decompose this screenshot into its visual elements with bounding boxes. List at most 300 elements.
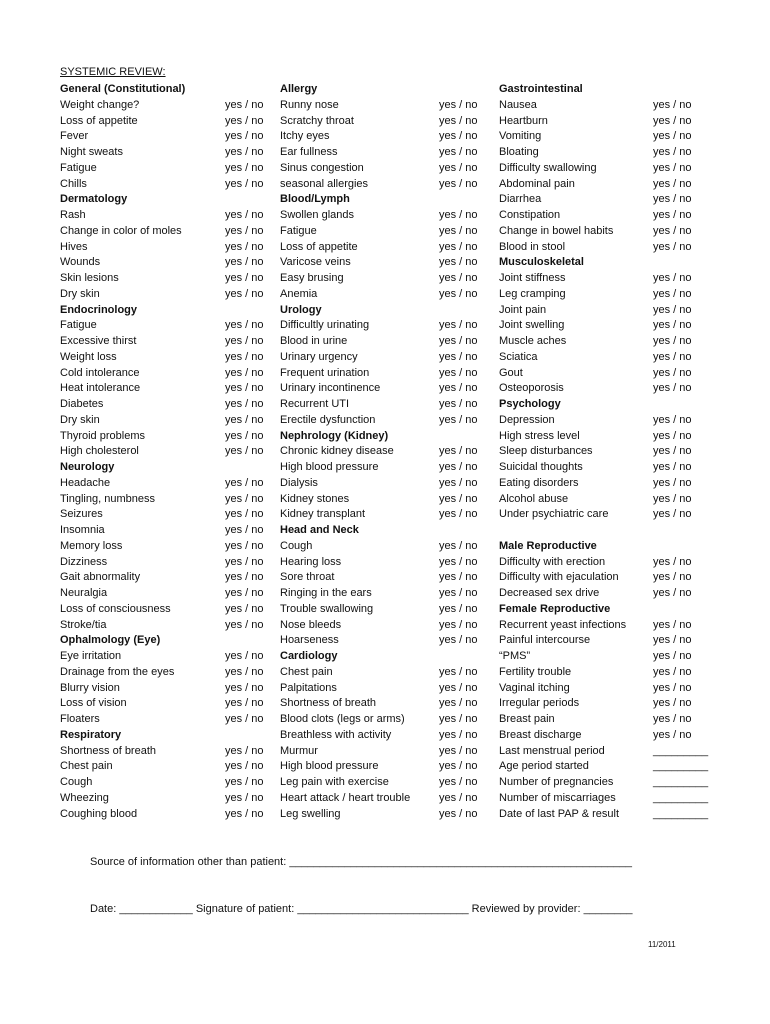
yes-no-answer[interactable]: yes / no bbox=[439, 161, 478, 174]
symptom-label: Ear fullness bbox=[280, 146, 338, 158]
yes-no-answer[interactable]: yes / no bbox=[225, 665, 264, 678]
yes-no-answer[interactable]: yes / no bbox=[653, 571, 692, 584]
yes-no-answer[interactable]: yes / no bbox=[653, 445, 692, 458]
symptom-row bbox=[60, 696, 264, 712]
symptom-label: Recurrent yeast infections bbox=[499, 618, 627, 631]
symptom-row bbox=[499, 618, 692, 634]
source-of-information-line[interactable]: Source of information other than patient: ________________________________________________________ bbox=[90, 856, 632, 868]
answer-blank[interactable]: _________ bbox=[653, 760, 709, 773]
symptom-label: Scratchy throat bbox=[280, 114, 354, 127]
symptom-row bbox=[60, 366, 264, 382]
symptom-label: Sleep disturbances bbox=[499, 445, 593, 458]
review-column-2 bbox=[280, 82, 478, 822]
symptom-row bbox=[280, 161, 478, 177]
symptom-row bbox=[499, 444, 692, 460]
yes-no-answer[interactable]: yes / no bbox=[439, 319, 478, 332]
symptom-row bbox=[280, 492, 478, 508]
symptom-row bbox=[60, 98, 264, 114]
symptom-row bbox=[60, 208, 264, 224]
symptom-row bbox=[499, 129, 692, 145]
symptom-row bbox=[60, 759, 264, 775]
symptom-row bbox=[499, 161, 692, 177]
symptom-label: High cholesterol bbox=[60, 445, 139, 458]
symptom-row bbox=[280, 177, 478, 193]
symptom-row bbox=[499, 208, 692, 224]
symptom-label: Wounds bbox=[60, 256, 101, 269]
symptom-label: Leg pain with exercise bbox=[280, 776, 389, 788]
section-heading: Female Reproductive bbox=[499, 602, 611, 615]
symptom-row bbox=[499, 476, 692, 492]
yes-no-answer[interactable]: yes / no bbox=[439, 114, 478, 127]
answer-blank[interactable]: _________ bbox=[653, 807, 709, 820]
yes-no-answer[interactable]: yes / no bbox=[439, 539, 478, 552]
yes-no-answer[interactable]: yes / no bbox=[225, 256, 264, 269]
yes-no-answer[interactable]: yes / no bbox=[225, 366, 264, 379]
yes-no-answer[interactable]: yes / no bbox=[439, 177, 478, 190]
section-heading: Endocrinology bbox=[60, 303, 137, 316]
symptom-row bbox=[280, 287, 478, 303]
symptom-label: Decreased sex drive bbox=[499, 587, 600, 599]
symptom-row bbox=[60, 586, 264, 602]
symptom-label: High stress level bbox=[499, 429, 580, 442]
section-heading: Cardiology bbox=[280, 650, 338, 662]
section-heading: Respiratory bbox=[60, 728, 122, 741]
yes-no-answer[interactable]: yes / no bbox=[439, 382, 478, 395]
symptom-label: Date of last PAP & result bbox=[499, 807, 620, 820]
yes-no-answer[interactable]: yes / no bbox=[225, 130, 264, 143]
yes-no-answer[interactable]: yes / no bbox=[439, 130, 478, 143]
yes-no-answer[interactable]: yes / no bbox=[653, 650, 692, 662]
yes-no-answer[interactable]: yes / no bbox=[439, 413, 478, 426]
yes-no-answer[interactable]: yes / no bbox=[439, 744, 478, 757]
symptom-row bbox=[499, 366, 692, 382]
symptom-label: Abdominal pain bbox=[499, 177, 575, 190]
yes-no-answer[interactable]: yes / no bbox=[439, 618, 478, 631]
symptom-row bbox=[499, 318, 692, 334]
symptom-label: Hives bbox=[60, 240, 88, 253]
symptom-label: Diabetes bbox=[60, 398, 104, 410]
symptom-row bbox=[499, 728, 692, 744]
yes-no-answer[interactable]: yes / no bbox=[225, 161, 264, 174]
yes-no-answer[interactable]: yes / no bbox=[653, 681, 692, 694]
symptom-row bbox=[499, 145, 692, 161]
symptom-row bbox=[60, 287, 264, 303]
yes-no-answer[interactable]: yes / no bbox=[439, 209, 478, 221]
symptom-row bbox=[499, 98, 692, 114]
section-heading: Urology bbox=[280, 303, 322, 316]
symptom-label: Neuralgia bbox=[60, 587, 108, 599]
yes-no-answer[interactable]: yes / no bbox=[439, 492, 478, 505]
yes-no-answer[interactable]: yes / no bbox=[225, 539, 264, 552]
yes-no-answer[interactable]: yes / no bbox=[653, 713, 692, 725]
yes-no-answer[interactable]: yes / no bbox=[225, 791, 264, 804]
symptom-label: Hoarseness bbox=[280, 634, 339, 647]
symptom-row bbox=[499, 681, 692, 697]
symptom-label: Heat intolerance bbox=[60, 382, 141, 395]
symptom-row bbox=[280, 129, 478, 145]
yes-no-answer[interactable]: yes / no bbox=[653, 697, 692, 710]
symptom-row bbox=[499, 381, 692, 397]
yes-no-answer[interactable]: yes / no bbox=[653, 429, 692, 442]
yes-no-answer[interactable]: yes / no bbox=[653, 492, 692, 505]
symptom-row bbox=[280, 712, 478, 728]
yes-no-answer[interactable]: yes / no bbox=[653, 555, 692, 568]
answer-blank[interactable]: _________ bbox=[653, 791, 709, 804]
yes-no-answer[interactable]: yes / no bbox=[439, 587, 478, 599]
symptom-row bbox=[60, 177, 264, 193]
yes-no-answer[interactable]: yes / no bbox=[225, 760, 264, 773]
section-heading: Ophalmology (Eye) bbox=[60, 634, 161, 647]
symptom-row bbox=[60, 791, 264, 807]
yes-no-answer[interactable]: yes / no bbox=[225, 555, 264, 568]
yes-no-answer[interactable]: yes / no bbox=[225, 272, 264, 284]
yes-no-answer[interactable]: yes / no bbox=[653, 382, 692, 395]
yes-no-answer[interactable]: yes / no bbox=[439, 728, 478, 741]
yes-no-answer[interactable]: yes / no bbox=[439, 98, 478, 111]
answer-blank[interactable]: _________ bbox=[653, 776, 709, 788]
yes-no-answer[interactable]: yes / no bbox=[653, 728, 692, 741]
yes-no-answer[interactable]: yes / no bbox=[653, 665, 692, 678]
section-heading: General (Constitutional) bbox=[60, 83, 186, 95]
symptom-row bbox=[60, 523, 264, 539]
spacer-row bbox=[499, 523, 626, 539]
symptom-label: Chills bbox=[60, 177, 87, 190]
symptom-row bbox=[499, 287, 692, 303]
yes-no-answer[interactable]: yes / no bbox=[439, 224, 478, 237]
yes-no-answer[interactable]: yes / no bbox=[225, 524, 264, 536]
yes-no-answer[interactable]: yes / no bbox=[439, 508, 478, 521]
yes-no-answer[interactable]: yes / no bbox=[225, 335, 264, 347]
yes-no-answer[interactable]: yes / no bbox=[225, 98, 264, 111]
yes-no-answer[interactable]: yes / no bbox=[653, 350, 692, 363]
yes-no-answer[interactable]: yes / no bbox=[653, 114, 692, 127]
symptom-row bbox=[499, 775, 709, 791]
yes-no-answer[interactable]: yes / no bbox=[439, 602, 478, 615]
review-column-3 bbox=[499, 82, 709, 822]
symptom-label: Painful intercourse bbox=[499, 634, 591, 647]
symptom-label: Constipation bbox=[499, 209, 561, 221]
symptom-row bbox=[60, 555, 264, 571]
symptom-row bbox=[280, 381, 478, 397]
symptom-label: Joint pain bbox=[499, 303, 547, 316]
symptom-label: Memory loss bbox=[60, 539, 123, 552]
yes-no-answer[interactable]: yes / no bbox=[653, 272, 692, 284]
symptom-label: Eye irritation bbox=[60, 650, 122, 662]
symptom-label: Weight loss bbox=[60, 350, 117, 363]
symptom-row bbox=[280, 665, 478, 681]
yes-no-answer[interactable]: yes / no bbox=[439, 555, 478, 568]
section-heading: Male Reproductive bbox=[499, 539, 597, 552]
symptom-row bbox=[499, 649, 692, 665]
symptom-row bbox=[280, 744, 478, 760]
symptom-row bbox=[280, 224, 478, 240]
symptom-row bbox=[60, 665, 264, 681]
symptom-row bbox=[60, 397, 264, 413]
symptom-label: Bloating bbox=[499, 146, 539, 158]
yes-no-answer[interactable]: yes / no bbox=[439, 697, 478, 710]
symptom-label: Murmur bbox=[280, 744, 318, 757]
symptom-row bbox=[60, 161, 264, 177]
symptom-label: “PMS” bbox=[499, 650, 531, 662]
symptom-label: Night sweats bbox=[60, 146, 123, 158]
symptom-row bbox=[280, 539, 478, 555]
symptom-label: Chest pain bbox=[60, 760, 113, 773]
symptom-label: Difficulty with erection bbox=[499, 555, 606, 568]
yes-no-answer[interactable]: yes / no bbox=[653, 508, 692, 521]
symptom-label: Vaginal itching bbox=[499, 681, 570, 694]
symptom-row bbox=[280, 397, 478, 413]
symptom-row bbox=[60, 570, 264, 586]
symptom-label: Palpitations bbox=[280, 681, 337, 694]
symptom-label: Coughing blood bbox=[60, 807, 138, 820]
yes-no-answer[interactable]: yes / no bbox=[653, 98, 692, 111]
symptom-label: Suicidal thoughts bbox=[499, 461, 583, 473]
yes-no-answer[interactable]: yes / no bbox=[225, 319, 264, 332]
symptom-row bbox=[499, 303, 692, 319]
symptom-label: Kidney stones bbox=[280, 492, 350, 505]
symptom-row bbox=[60, 807, 264, 823]
symptom-label: Loss of vision bbox=[60, 697, 127, 710]
yes-no-answer[interactable]: yes / no bbox=[439, 665, 478, 678]
yes-no-answer[interactable]: yes / no bbox=[225, 602, 264, 615]
yes-no-answer[interactable]: yes / no bbox=[225, 114, 264, 127]
yes-no-answer[interactable]: yes / no bbox=[439, 146, 478, 158]
yes-no-answer[interactable]: yes / no bbox=[439, 776, 478, 788]
symptom-label: Floaters bbox=[60, 713, 100, 725]
symptom-label: Change in color of moles bbox=[60, 224, 182, 237]
symptom-row bbox=[280, 366, 478, 382]
symptom-row bbox=[60, 429, 264, 445]
yes-no-answer[interactable]: yes / no bbox=[653, 161, 692, 174]
yes-no-answer[interactable]: yes / no bbox=[439, 807, 478, 820]
yes-no-answer[interactable]: yes / no bbox=[439, 366, 478, 379]
yes-no-answer[interactable]: yes / no bbox=[653, 413, 692, 426]
symptom-label: Seizures bbox=[60, 508, 103, 521]
yes-no-answer[interactable]: yes / no bbox=[225, 681, 264, 694]
symptom-label: Blood in urine bbox=[280, 335, 348, 347]
yes-no-answer[interactable]: yes / no bbox=[225, 807, 264, 820]
yes-no-answer[interactable]: yes / no bbox=[653, 618, 692, 631]
symptom-label: Kidney transplant bbox=[280, 508, 365, 521]
symptom-row bbox=[60, 618, 264, 634]
symptom-row bbox=[499, 413, 692, 429]
symptom-label: Drainage from the eyes bbox=[60, 665, 175, 678]
symptom-row bbox=[280, 460, 478, 476]
symptom-row bbox=[280, 633, 478, 649]
yes-no-answer[interactable]: yes / no bbox=[225, 445, 264, 458]
yes-no-answer[interactable]: yes / no bbox=[439, 461, 478, 473]
yes-no-answer[interactable]: yes / no bbox=[225, 287, 264, 300]
section-heading: Nephrology (Kidney) bbox=[280, 429, 389, 442]
yes-no-answer[interactable]: yes / no bbox=[225, 382, 264, 395]
yes-no-answer[interactable]: yes / no bbox=[653, 130, 692, 143]
symptom-row bbox=[499, 334, 692, 350]
symptom-row bbox=[60, 350, 264, 366]
yes-no-answer[interactable]: yes / no bbox=[653, 461, 692, 473]
symptom-label: Trouble swallowing bbox=[280, 602, 374, 615]
symptom-row bbox=[499, 633, 692, 649]
yes-no-answer[interactable]: yes / no bbox=[225, 177, 264, 190]
yes-no-answer[interactable]: yes / no bbox=[225, 209, 264, 221]
symptom-row bbox=[280, 507, 478, 523]
symptom-row bbox=[280, 586, 478, 602]
yes-no-answer[interactable]: yes / no bbox=[225, 240, 264, 253]
section-heading: Allergy bbox=[280, 83, 318, 95]
symptom-label: Fatigue bbox=[60, 319, 97, 332]
symptom-row bbox=[60, 129, 264, 145]
symptom-row bbox=[280, 334, 478, 350]
date-signature-line[interactable]: Date: ____________ Signature of patient: ____________________________ Reviewed by provider: ________ bbox=[90, 903, 633, 915]
yes-no-answer[interactable]: yes / no bbox=[439, 571, 478, 584]
symptom-row bbox=[499, 224, 692, 240]
symptom-row bbox=[60, 744, 264, 760]
symptom-label: Rash bbox=[60, 209, 86, 221]
symptom-label: Change in bowel habits bbox=[499, 224, 614, 237]
symptom-row bbox=[280, 413, 478, 429]
yes-no-answer[interactable]: yes / no bbox=[653, 587, 692, 599]
symptom-label: Last menstrual period bbox=[499, 744, 605, 757]
yes-no-answer[interactable]: yes / no bbox=[225, 697, 264, 710]
symptom-label: Age period started bbox=[499, 760, 589, 773]
yes-no-answer[interactable]: yes / no bbox=[225, 398, 264, 410]
yes-no-answer[interactable]: yes / no bbox=[439, 398, 478, 410]
symptom-label: Weight change? bbox=[60, 98, 140, 111]
symptom-label: Gout bbox=[499, 366, 523, 379]
yes-no-answer[interactable]: yes / no bbox=[225, 776, 264, 788]
yes-no-answer[interactable]: yes / no bbox=[225, 350, 264, 363]
symptom-label: Skin lesions bbox=[60, 272, 119, 284]
symptom-row bbox=[499, 192, 692, 208]
symptom-label: Swollen glands bbox=[280, 209, 354, 221]
symptom-label: Recurrent UTI bbox=[280, 398, 350, 410]
yes-no-answer[interactable]: yes / no bbox=[439, 634, 478, 647]
yes-no-answer[interactable]: yes / no bbox=[225, 713, 264, 725]
yes-no-answer[interactable]: yes / no bbox=[225, 413, 264, 426]
revision-date: 11/2011 bbox=[648, 940, 676, 949]
yes-no-answer[interactable]: yes / no bbox=[225, 492, 264, 505]
symptom-row bbox=[60, 255, 264, 271]
yes-no-answer[interactable]: yes / no bbox=[225, 571, 264, 584]
symptom-label: Breathless with activity bbox=[280, 728, 392, 741]
yes-no-answer[interactable]: yes / no bbox=[439, 335, 478, 347]
symptom-label: Ringing in the ears bbox=[280, 587, 372, 599]
yes-no-answer[interactable]: yes / no bbox=[225, 224, 264, 237]
yes-no-answer[interactable]: yes / no bbox=[653, 335, 692, 347]
symptom-row bbox=[60, 681, 264, 697]
symptom-label: Chest pain bbox=[280, 665, 333, 678]
symptom-label: Blurry vision bbox=[60, 681, 120, 694]
symptom-label: Fever bbox=[60, 130, 89, 143]
yes-no-answer[interactable]: yes / no bbox=[653, 146, 692, 158]
symptom-label: Alcohol abuse bbox=[499, 492, 569, 505]
yes-no-answer[interactable]: yes / no bbox=[225, 744, 264, 757]
symptom-label: Dizziness bbox=[60, 555, 108, 568]
symptom-label: Anemia bbox=[280, 287, 318, 300]
yes-no-answer[interactable]: yes / no bbox=[653, 287, 692, 300]
symptom-label: Chronic kidney disease bbox=[280, 445, 394, 458]
symptom-label: Headache bbox=[60, 476, 111, 489]
symptom-label: Fatigue bbox=[280, 224, 317, 237]
symptom-label: Eating disorders bbox=[499, 476, 579, 489]
yes-no-answer[interactable]: yes / no bbox=[653, 240, 692, 253]
symptom-row bbox=[60, 114, 264, 130]
symptom-row bbox=[280, 208, 478, 224]
symptom-label: Diarrhea bbox=[499, 193, 542, 206]
yes-no-answer[interactable]: yes / no bbox=[439, 760, 478, 773]
yes-no-answer[interactable]: yes / no bbox=[439, 476, 478, 489]
symptom-row bbox=[60, 649, 264, 665]
yes-no-answer[interactable]: yes / no bbox=[225, 508, 264, 521]
symptom-row bbox=[499, 807, 709, 823]
symptom-label: Urinary incontinence bbox=[280, 382, 381, 395]
yes-no-answer[interactable]: yes / no bbox=[439, 791, 478, 804]
yes-no-answer[interactable]: yes / no bbox=[225, 618, 264, 631]
symptom-row bbox=[60, 271, 264, 287]
symptom-label: Easy brusing bbox=[280, 272, 344, 284]
page-title: SYSTEMIC REVIEW: bbox=[60, 66, 166, 78]
symptom-row bbox=[60, 775, 264, 791]
symptom-label: Depression bbox=[499, 413, 555, 426]
yes-no-answer[interactable]: yes / no bbox=[439, 256, 478, 269]
yes-no-answer[interactable]: yes / no bbox=[439, 681, 478, 694]
yes-no-answer[interactable]: yes / no bbox=[439, 350, 478, 363]
yes-no-answer[interactable]: yes / no bbox=[439, 287, 478, 300]
yes-no-answer[interactable]: yes / no bbox=[653, 209, 692, 221]
yes-no-answer[interactable]: yes / no bbox=[653, 319, 692, 332]
symptom-row bbox=[280, 618, 478, 634]
symptom-label: Urinary urgency bbox=[280, 350, 358, 363]
symptom-label: Itchy eyes bbox=[280, 130, 330, 143]
answer-blank[interactable]: _________ bbox=[653, 744, 709, 757]
yes-no-answer[interactable]: yes / no bbox=[653, 634, 692, 647]
symptom-row bbox=[280, 759, 478, 775]
symptom-row bbox=[60, 444, 264, 460]
symptom-row bbox=[280, 145, 478, 161]
yes-no-answer[interactable]: yes / no bbox=[653, 224, 692, 237]
yes-no-answer[interactable]: yes / no bbox=[225, 476, 264, 489]
symptom-row bbox=[280, 444, 478, 460]
symptom-row bbox=[280, 318, 478, 334]
section-heading: Psychology bbox=[499, 398, 561, 410]
yes-no-answer[interactable]: yes / no bbox=[225, 146, 264, 158]
symptom-row bbox=[280, 114, 478, 130]
yes-no-answer[interactable]: yes / no bbox=[225, 650, 264, 662]
yes-no-answer[interactable]: yes / no bbox=[439, 445, 478, 458]
yes-no-answer[interactable]: yes / no bbox=[225, 429, 264, 442]
yes-no-answer[interactable]: yes / no bbox=[439, 713, 478, 725]
yes-no-answer[interactable]: yes / no bbox=[653, 366, 692, 379]
yes-no-answer[interactable]: yes / no bbox=[225, 587, 264, 599]
symptom-label: Number of miscarriages bbox=[499, 791, 616, 804]
symptom-label: Shortness of breath bbox=[280, 697, 377, 710]
symptom-row bbox=[499, 114, 692, 130]
symptom-row bbox=[499, 507, 692, 523]
symptom-row bbox=[60, 145, 264, 161]
symptom-row bbox=[280, 555, 478, 571]
yes-no-answer[interactable]: yes / no bbox=[653, 193, 692, 206]
symptom-row bbox=[280, 728, 478, 744]
yes-no-answer[interactable]: yes / no bbox=[653, 177, 692, 190]
section-heading: Neurology bbox=[60, 461, 115, 473]
yes-no-answer[interactable]: yes / no bbox=[653, 476, 692, 489]
symptom-label: Sinus congestion bbox=[280, 161, 364, 174]
yes-no-answer[interactable]: yes / no bbox=[439, 240, 478, 253]
symptom-row bbox=[499, 586, 692, 602]
yes-no-answer[interactable]: yes / no bbox=[439, 272, 478, 284]
symptom-label: seasonal allergies bbox=[280, 177, 369, 190]
yes-no-answer[interactable]: yes / no bbox=[653, 303, 692, 316]
symptom-label: Breast discharge bbox=[499, 728, 582, 741]
